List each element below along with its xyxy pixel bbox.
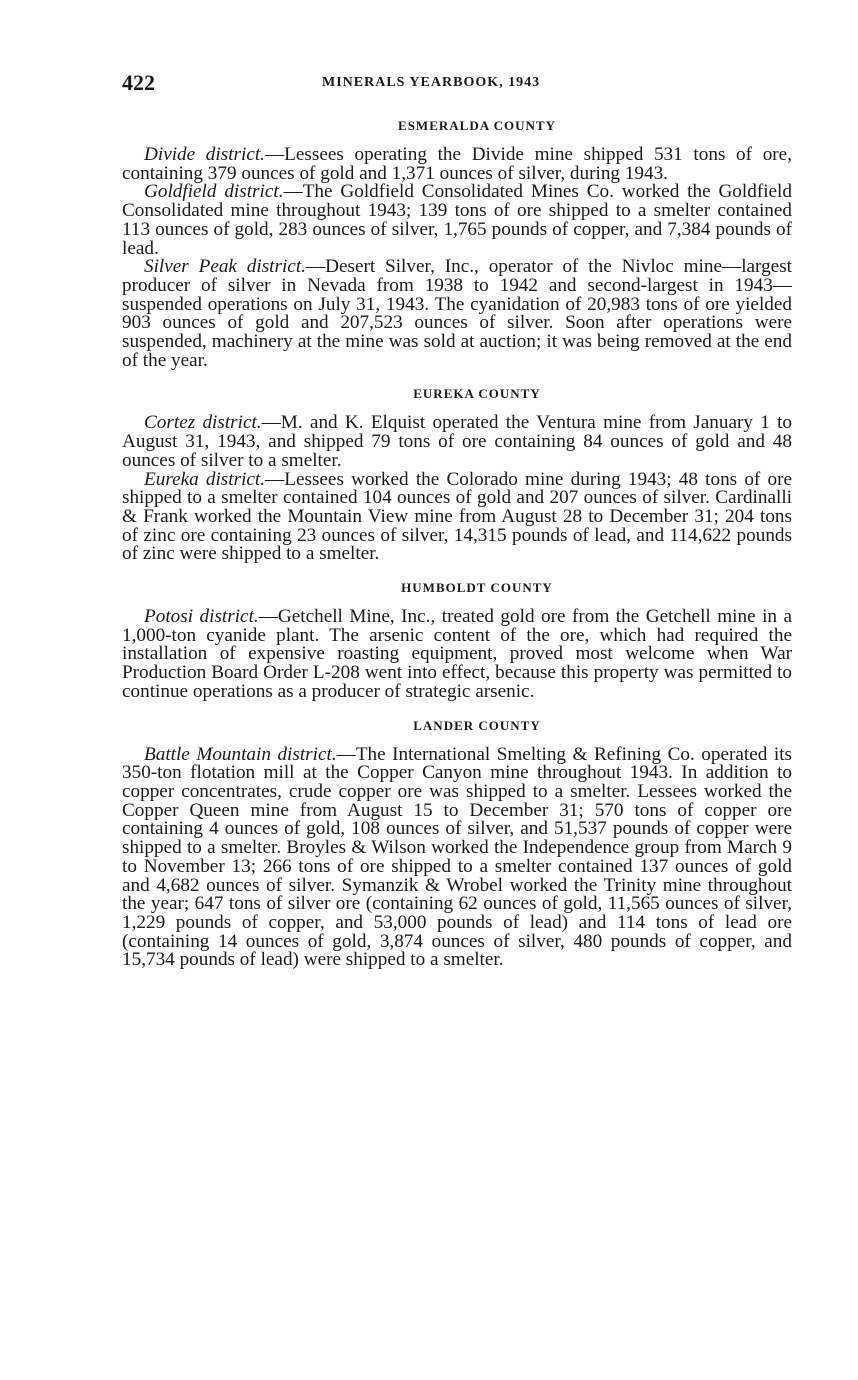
running-title: MINERALS YEARBOOK, 1943 xyxy=(322,75,541,90)
district-entry xyxy=(122,468,792,565)
district-name: Eureka district. xyxy=(144,468,266,490)
section-eureka-county xyxy=(122,386,792,564)
section-humboldt-county xyxy=(122,580,792,702)
district-text: —Getchell Mine, Inc., treated gold ore from the Getchell mine in a 1,000-ton cyanide plant. The arsenic content of the ore, which had required the installation of expensive roasting equipment, proved most welcome when War Production Board Order L-208 went into effect, because this property was permitted to continue operations as a producer of strategic arsenic. xyxy=(122,606,793,702)
district-name: Silver Peak district. xyxy=(144,256,306,278)
county-heading: HUMBOLDT COUNTY xyxy=(401,580,553,596)
county-heading: ESMERALDA COUNTY xyxy=(398,118,556,133)
district-entry xyxy=(122,608,792,702)
district-name: Cortez district. xyxy=(144,412,262,434)
district-text: —Lessees operating the Divide mine shipped 531 tons of ore, containing 379 ounces of gold and 1,371 ounces of silver, during 1943. xyxy=(122,144,792,184)
district-text: —Lessees worked the Colorado mine during 1943; 48 tons of ore shipped to a smelter contained 104 ounces of gold and 207 ounces of silver. Cardinalli & Frank worked the Mountain View mine from August 28 to December 31; 204 tons of zinc ore containing 23 ounces of silver, 14,315 pounds of lead, and 114,622 pounds of zinc were shipped to a smelter. xyxy=(122,468,792,565)
page-number: 422 xyxy=(122,70,155,95)
county-heading: LANDER COUNTY xyxy=(413,717,541,733)
running-head xyxy=(122,70,792,100)
document-body xyxy=(122,118,792,970)
district-entry xyxy=(122,258,792,370)
county-heading: EUREKA COUNTY xyxy=(413,386,541,402)
district-name: Divide district. xyxy=(144,144,265,165)
district-entry xyxy=(122,146,792,183)
section-lander-county xyxy=(122,718,792,970)
district-name: Battle Mountain district. xyxy=(144,743,337,765)
district-text: —The International Smelting & Refining Co. operated its 350-ton flotation mill at the Copper Canyon mine throughout 1943. In addition to copper concentrates, crude copper ore was shipped to a smelter. Lessees worked the Copper Queen mine from August 15 to December 31; 570 tons of copper ore containing 4 ounces of gold, 108 ounces of silver, and 51,537 pounds of copper were shipped to a smelter. Broyles & Wilson worked the Independence group from March 9 to November 13; 266 tons of ore shipped to a smelter contained 137 ounces of gold and 4,682 ounces of silver. Symanzik & Wrobel worked the Trinity mine throughout the year; 647 tons of silver ore (containing 62 ounces of gold, 11,565 ounces of silver, 1,229 pounds of copper, and 53,000 pounds of lead) and 114 tons of lead ore (containing 14 ounces of gold, 3,874 ounces of silver, 480 pounds of copper, and 15,734 pounds of lead) were shipped to a smelter. xyxy=(122,743,793,971)
district-text: —M. and K. Elquist operated the Ventura mine from January 1 to August 31, 1943, and shipped 79 tons of ore containing 84 ounces of gold and 48 ounces of silver to a smelter. xyxy=(122,412,792,471)
district-name: Potosi district. xyxy=(144,606,259,628)
section-esmeralda-county xyxy=(122,118,792,370)
district-entry xyxy=(122,414,792,470)
district-text: —The Goldfield Consolidated Mines Co. worked the Goldfield Consolidated mine throughout 1943; 139 tons of ore shipped to a smelter contained 113 ounces of gold, 283 ounces of silver, 1,765 pounds of copper, and 7,384 pounds of lead. xyxy=(122,181,792,259)
district-name: Goldfield district. xyxy=(144,181,284,203)
district-entry xyxy=(122,743,793,971)
district-entry xyxy=(122,183,792,258)
district-text: —Desert Silver, Inc., operator of the Nivloc mine—largest producer of silver in Nevada from 1938 to 1942 and second-largest in 1943—suspended operations on July 31, 1943. The cyanidation of 20,983 tons of ore yielded 903 ounces of gold and 207,523 ounces of silver. Soon after operations were suspended, machinery at the mine was sold at auction; it was being removed at the end of the year. xyxy=(122,256,792,371)
